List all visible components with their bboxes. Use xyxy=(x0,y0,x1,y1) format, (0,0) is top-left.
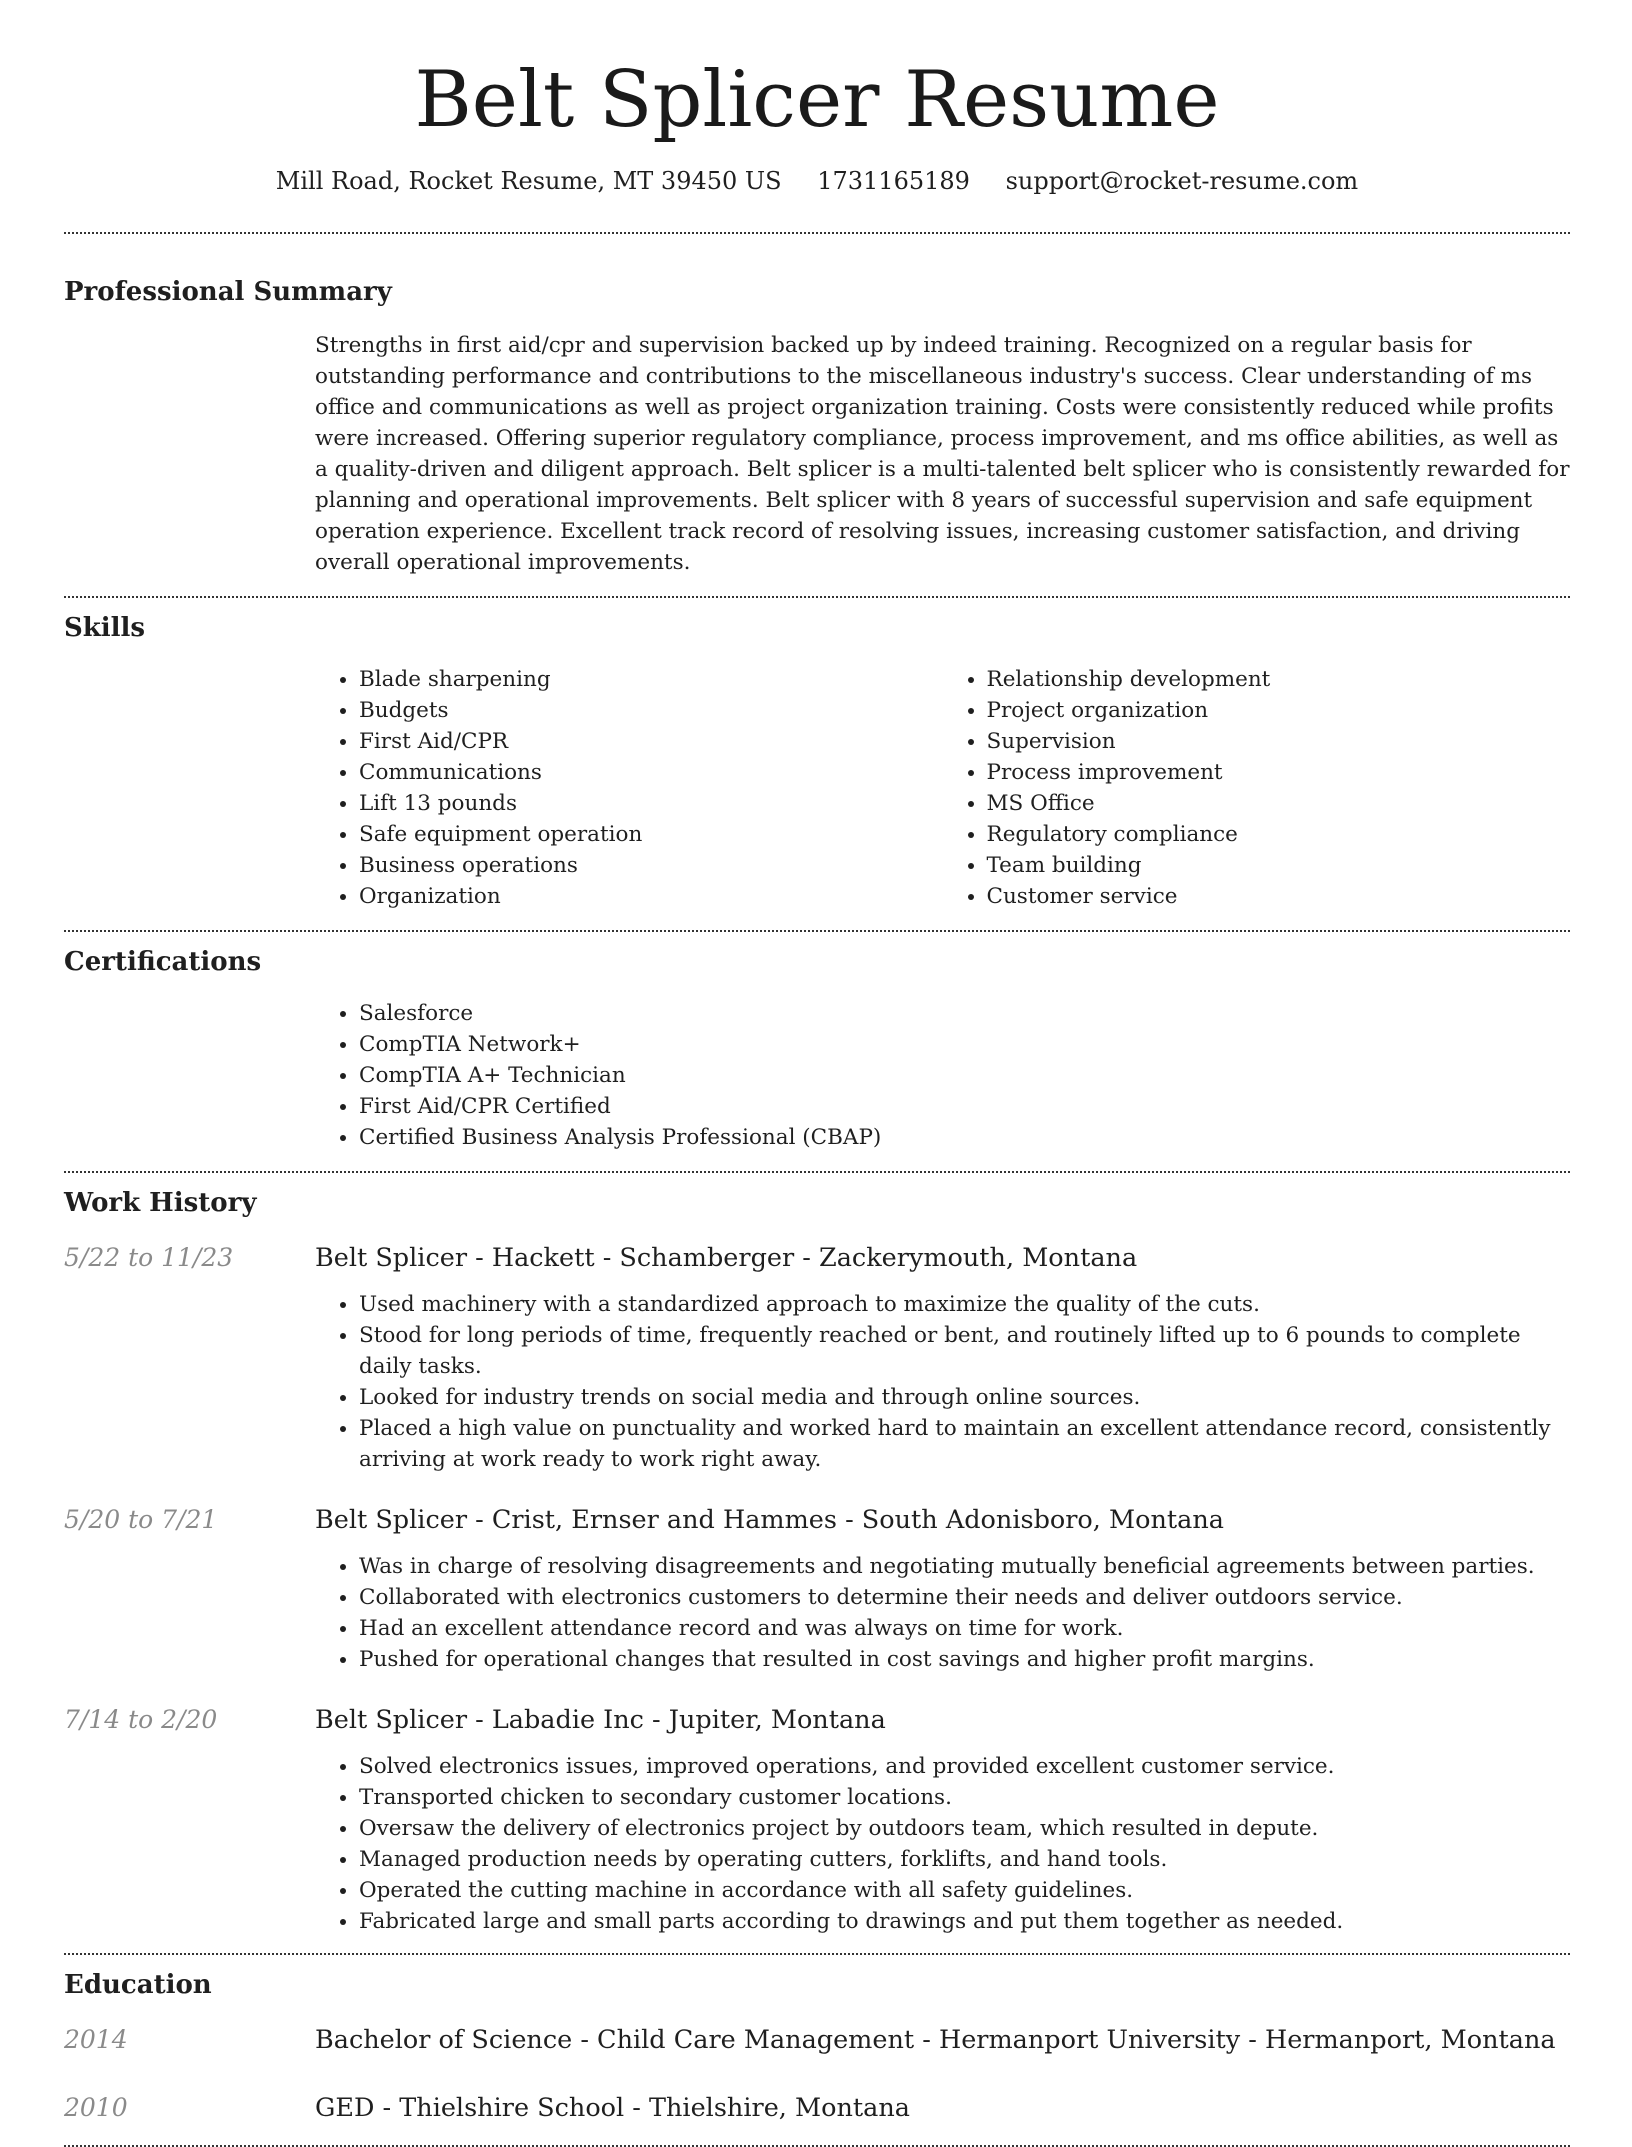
skill-item: • Team building xyxy=(987,850,1571,881)
job-heading: Belt Splicer - Crist, Ernser and Hammes - South Adonisboro, Montana xyxy=(315,1505,1224,1535)
certification-item: • CompTIA Network+ xyxy=(359,1029,1570,1060)
divider xyxy=(64,930,1570,932)
skill-item: • Organization xyxy=(359,881,943,912)
divider xyxy=(64,596,1570,598)
education-year: 2014 xyxy=(64,2025,128,2054)
resume-title: Belt Splicer Resume xyxy=(414,55,1220,145)
certification-item: • First Aid/CPR Certified xyxy=(359,1091,1570,1122)
skill-item: • Lift 13 pounds xyxy=(359,788,943,819)
work-history-heading: Work History xyxy=(64,1188,257,1218)
skill-item: • Regulatory compliance xyxy=(987,819,1571,850)
skills-heading: Skills xyxy=(64,613,146,643)
skills-list xyxy=(315,664,1570,912)
job-bullet: • Had an excellent attendance record and was always on time for work. xyxy=(359,1613,1570,1644)
job-dates: 5/20 to 7/21 xyxy=(64,1505,218,1534)
skill-item: • Safe equipment operation xyxy=(359,819,943,850)
certifications-heading: Certifications xyxy=(64,947,262,977)
divider xyxy=(64,1171,1570,1173)
job-entry xyxy=(64,1241,1570,1475)
job-entry xyxy=(64,1503,1570,1675)
skill-item: • Blade sharpening xyxy=(359,664,943,695)
job-bullet: • Collaborated with electronics customers to determine their needs and deliver outdoors service. xyxy=(359,1582,1570,1613)
job-heading: Belt Splicer - Labadie Inc - Jupiter, Montana xyxy=(315,1705,886,1735)
education-year: 2010 xyxy=(64,2093,128,2122)
resume-page xyxy=(64,0,1570,2147)
job-heading: Belt Splicer - Hackett - Schamberger - Zackerymouth, Montana xyxy=(315,1243,1138,1273)
skill-item: • MS Office xyxy=(987,788,1571,819)
certification-item: • CompTIA A+ Technician xyxy=(359,1060,1570,1091)
education-heading: Education xyxy=(64,1970,212,2000)
contact-address: Mill Road, Rocket Resume, MT 39450 US xyxy=(275,167,782,195)
certification-item: • Certified Business Analysis Professional (CBAP) xyxy=(359,1122,1570,1153)
certifications-list xyxy=(315,998,1570,1153)
contact-email: support@rocket-resume.com xyxy=(1005,167,1359,195)
job-bullet: • Managed production needs by operating cutters, forklifts, and hand tools. xyxy=(359,1844,1570,1875)
education-detail: GED - Thielshire School - Thielshire, Montana xyxy=(315,2093,910,2123)
skill-item: • Supervision xyxy=(987,726,1571,757)
skill-item: • First Aid/CPR xyxy=(359,726,943,757)
job-bullet: • Pushed for operational changes that resulted in cost savings and higher profit margins. xyxy=(359,1644,1570,1675)
job-bullet: • Placed a high value on punctuality and worked hard to maintain an excellent attendance record, consistently arriving at work ready to work right away. xyxy=(359,1413,1570,1475)
education-entry xyxy=(64,2023,1570,2057)
skill-item: • Process improvement xyxy=(987,757,1571,788)
job-dates: 5/22 to 11/23 xyxy=(64,1243,234,1272)
job-bullet: • Fabricated large and small parts according to drawings and put them together as needed. xyxy=(359,1906,1570,1937)
skill-item: • Budgets xyxy=(359,695,943,726)
job-bullet: • Stood for long periods of time, frequently reached or bent, and routinely lifted up to 6 pounds to complete daily tasks. xyxy=(359,1320,1570,1382)
job-bullet: • Looked for industry trends on social media and through online sources. xyxy=(359,1382,1570,1413)
skills-column-right xyxy=(943,664,1571,912)
job-entry xyxy=(64,1703,1570,1937)
summary-text: Strengths in first aid/cpr and supervision backed up by indeed training. Recognized on a regular basis for outstanding performance and contributions to the miscellaneous industry's success. Clear understanding of ms office and communications as well as project organization training. Costs were consistently reduced while profits were increased. Offering superior regulatory compliance, process improvement, and ms office abilities, as well as a quality-driven and diligent approach. Belt splicer is a multi-talented belt splicer who is consistently rewarded for planning and operational improvements. Belt splicer with 8 years of successful supervision and safe equipment operation experience. Excellent track record of resolving issues, increasing customer satisfaction, and driving overall operational improvements. xyxy=(315,333,1570,575)
job-bullet: • Was in charge of resolving disagreements and negotiating mutually beneficial agreements between parties. xyxy=(359,1551,1570,1582)
summary-heading: Professional Summary xyxy=(64,277,392,307)
job-bullet: • Used machinery with a standardized approach to maximize the quality of the cuts. xyxy=(359,1289,1570,1320)
skills-column-left xyxy=(315,664,943,912)
education-detail: Bachelor of Science - Child Care Management - Hermanport University - Hermanport, Montana xyxy=(315,2025,1556,2055)
job-bullet: • Solved electronics issues, improved operations, and provided excellent customer service. xyxy=(359,1751,1570,1782)
divider xyxy=(64,1953,1570,1955)
job-dates: 7/14 to 2/20 xyxy=(64,1705,218,1734)
skill-item: • Customer service xyxy=(987,881,1571,912)
contact-phone: 1731165189 xyxy=(817,167,970,195)
certification-item: • Salesforce xyxy=(359,998,1570,1029)
job-bullet: • Oversaw the delivery of electronics project by outdoors team, which resulted in depute. xyxy=(359,1813,1570,1844)
job-bullet: • Operated the cutting machine in accordance with all safety guidelines. xyxy=(359,1875,1570,1906)
divider xyxy=(64,232,1570,234)
skill-item: • Communications xyxy=(359,757,943,788)
job-bullet: • Transported chicken to secondary customer locations. xyxy=(359,1782,1570,1813)
skill-item: • Project organization xyxy=(987,695,1571,726)
skill-item: • Relationship development xyxy=(987,664,1571,695)
skill-item: • Business operations xyxy=(359,850,943,881)
education-entry xyxy=(64,2091,1570,2125)
contact-line xyxy=(64,164,1570,198)
